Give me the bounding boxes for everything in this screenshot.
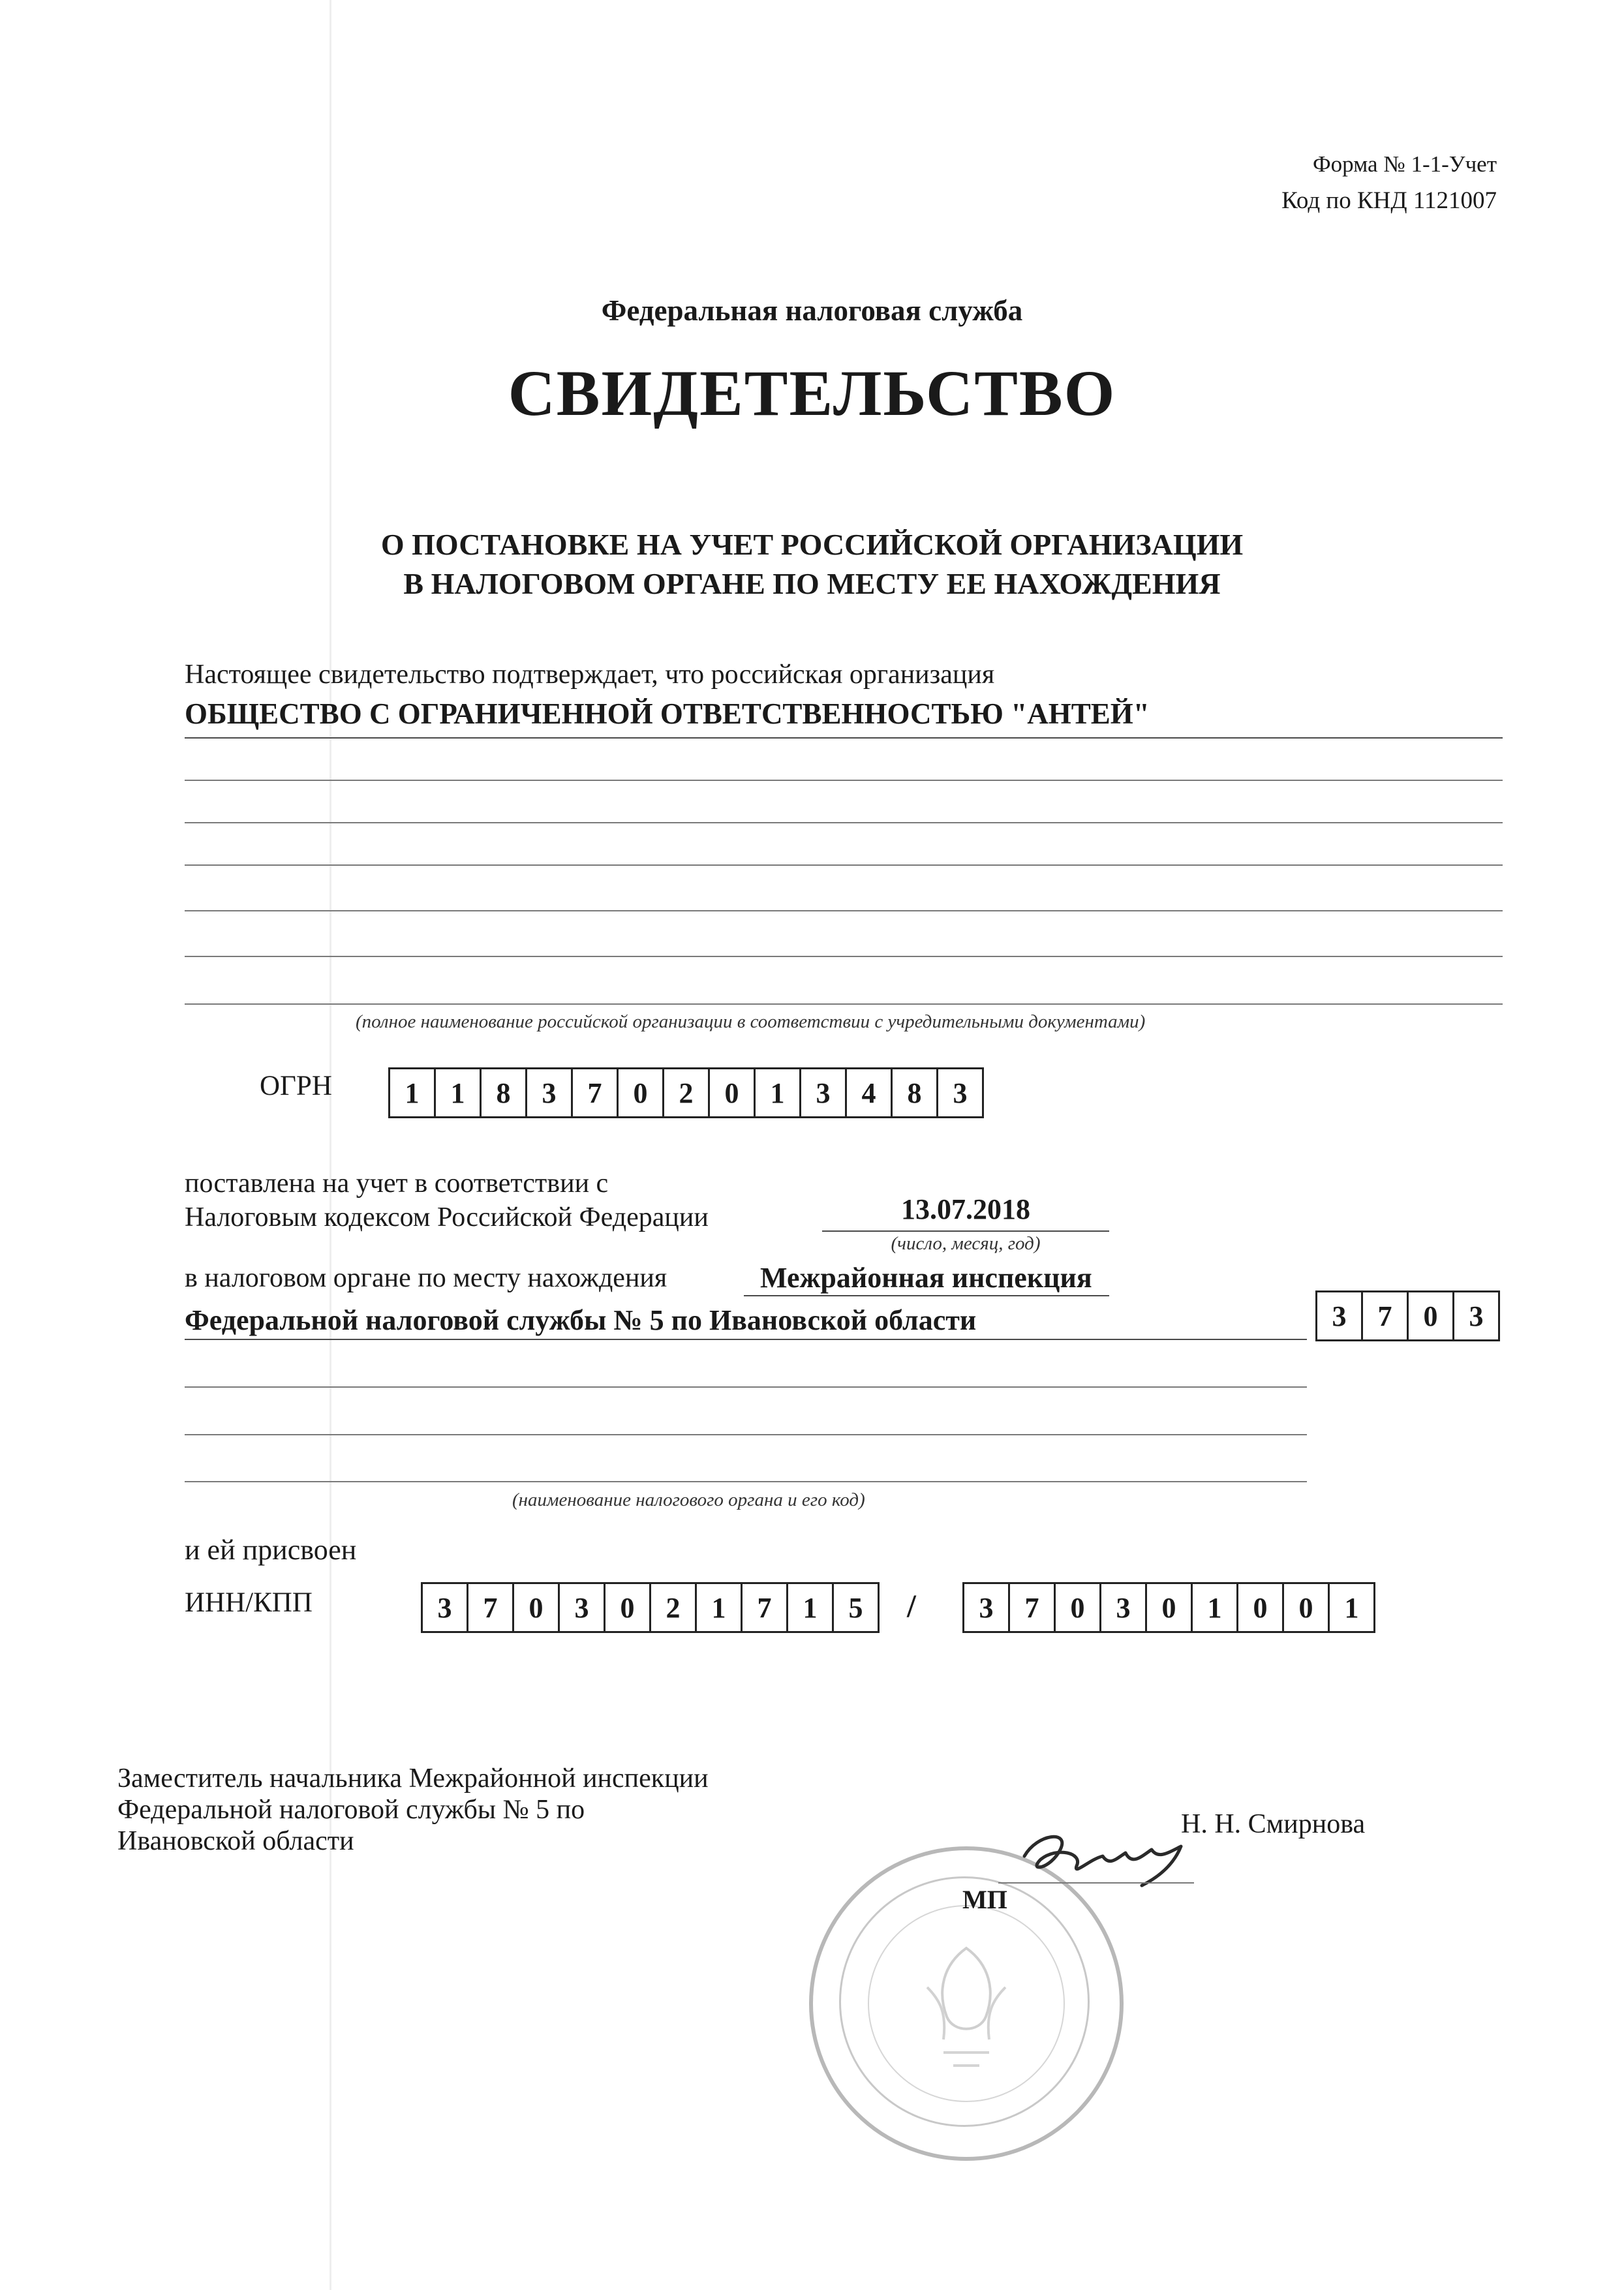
- ogrn-digit: 8: [893, 1069, 938, 1116]
- inn-kpp-label: ИНН/КПП: [185, 1587, 313, 1618]
- signer-position-line1: Заместитель начальника Межрайонной инспекции: [117, 1763, 709, 1794]
- form-number: Форма № 1-1-Учет: [1313, 151, 1497, 177]
- ogrn-digit: 4: [847, 1069, 893, 1116]
- organ-code-digit: 7: [1363, 1292, 1409, 1339]
- ogrn-digit: 8: [482, 1069, 527, 1116]
- signer-position-line3: Ивановской области: [117, 1826, 354, 1856]
- ogrn-digit: 3: [801, 1069, 847, 1116]
- document-title: СВИДЕТЕЛЬСТВО: [508, 357, 1116, 429]
- ogrn-digit: 3: [953, 1076, 968, 1109]
- organ-code-digit: 3: [1469, 1300, 1484, 1332]
- inn-digit: 2: [651, 1584, 697, 1631]
- organ-blank-line: [185, 1481, 1307, 1482]
- inn-digit: 7: [743, 1584, 788, 1631]
- inn-digit: 0: [605, 1584, 651, 1631]
- stamp-place-label: МП: [962, 1885, 1007, 1914]
- ogrn-digit: 2: [664, 1069, 710, 1116]
- ogrn-label: ОГРН: [260, 1071, 332, 1101]
- inn-digit: 5: [848, 1591, 863, 1624]
- inn-kpp-separator: /: [907, 1587, 916, 1624]
- organ-code-boxes: [1315, 1290, 1500, 1341]
- inn-boxes: [421, 1582, 880, 1633]
- kpp-digit: 0: [1284, 1584, 1330, 1631]
- inn-digit: 7: [468, 1584, 514, 1631]
- inn-digit: 3: [560, 1584, 605, 1631]
- kpp-digit: 1: [1344, 1591, 1359, 1624]
- inn-digit: 1: [788, 1584, 834, 1631]
- kpp-digit: 0: [1056, 1584, 1101, 1631]
- ogrn-digit: 7: [573, 1069, 619, 1116]
- agency-name: Федеральная налоговая служба: [601, 294, 1023, 327]
- org-blank-line: [185, 956, 1503, 957]
- organ-name-part2: Федеральной налоговой службы № 5 по Ивановской области: [185, 1304, 977, 1336]
- ogrn-digit: 0: [619, 1069, 664, 1116]
- registration-line1: поставлена на учет в соответствии с: [185, 1168, 609, 1198]
- ogrn-digit: 1: [756, 1069, 801, 1116]
- org-blank-line: [185, 822, 1503, 823]
- org-blank-line: [185, 864, 1503, 866]
- organ-blank-line: [185, 1386, 1307, 1388]
- signature-line: [998, 1882, 1194, 1884]
- organ-code-digit: 3: [1317, 1292, 1363, 1339]
- org-blank-line: [185, 1003, 1503, 1005]
- registration-date: 13.07.2018: [901, 1193, 1030, 1225]
- organ-caption: (наименование налогового органа и его код): [512, 1489, 865, 1510]
- organ-intro: в налоговом органе по месту нахождения: [185, 1263, 667, 1293]
- kpp-boxes: [962, 1582, 1375, 1633]
- organ-blank-line: [185, 1434, 1307, 1435]
- organ-code-digit: 0: [1409, 1292, 1454, 1339]
- kpp-digit: 3: [964, 1584, 1010, 1631]
- handwritten-signature-icon: [1011, 1820, 1207, 1892]
- inn-digit: 3: [423, 1584, 468, 1631]
- organization-caption: (полное наименование российской организации в соответствии с учредительными документами): [356, 1011, 1146, 1032]
- knd-code: Код по КНД 1121007: [1281, 187, 1497, 214]
- kpp-digit: 0: [1147, 1584, 1193, 1631]
- kpp-digit: 0: [1238, 1584, 1284, 1631]
- organ-name-part1: Межрайонная инспекция: [760, 1262, 1092, 1294]
- ogrn-digit: 1: [436, 1069, 482, 1116]
- ogrn-digit: 3: [527, 1069, 573, 1116]
- date-underline: [822, 1230, 1109, 1232]
- org-blank-line: [185, 780, 1503, 781]
- organization-name: ОБЩЕСТВО С ОГРАНИЧЕННОЙ ОТВЕТСТВЕННОСТЬЮ "АНТЕЙ": [185, 697, 1150, 730]
- registration-line2: Налоговым кодексом Российской Федерации: [185, 1202, 709, 1232]
- kpp-digit: 1: [1193, 1584, 1238, 1631]
- org-name-underline: [185, 737, 1503, 739]
- date-caption: (число, месяц, год): [891, 1233, 1041, 1254]
- org-blank-line: [185, 910, 1503, 911]
- subtitle-line1: О ПОСТАНОВКЕ НА УЧЕТ РОССИЙСКОЙ ОРГАНИЗАЦИИ: [380, 528, 1244, 561]
- kpp-digit: 3: [1101, 1584, 1147, 1631]
- organ-underline-1: [744, 1295, 1109, 1296]
- signatory-name: Н. Н. Смирнова: [1181, 1809, 1366, 1839]
- ogrn-digit: 1: [390, 1069, 436, 1116]
- page-fold-shadow: [329, 0, 331, 2290]
- signer-position-line2: Федеральной налоговой службы № 5 по: [117, 1795, 585, 1825]
- inn-digit: 0: [514, 1584, 560, 1631]
- kpp-digit: 7: [1010, 1584, 1056, 1631]
- ogrn-boxes: [388, 1067, 984, 1118]
- organization-intro: Настоящее свидетельство подтверждает, что российская организация: [185, 660, 995, 690]
- inn-digit: 1: [697, 1584, 743, 1631]
- subtitle-line2: В НАЛОГОВОМ ОРГАНЕ ПО МЕСТУ ЕЕ НАХОЖДЕНИЯ: [403, 567, 1221, 600]
- ogrn-digit: 0: [710, 1069, 756, 1116]
- organ-underline-2: [185, 1339, 1307, 1340]
- assigned-text: и ей присвоен: [185, 1534, 357, 1566]
